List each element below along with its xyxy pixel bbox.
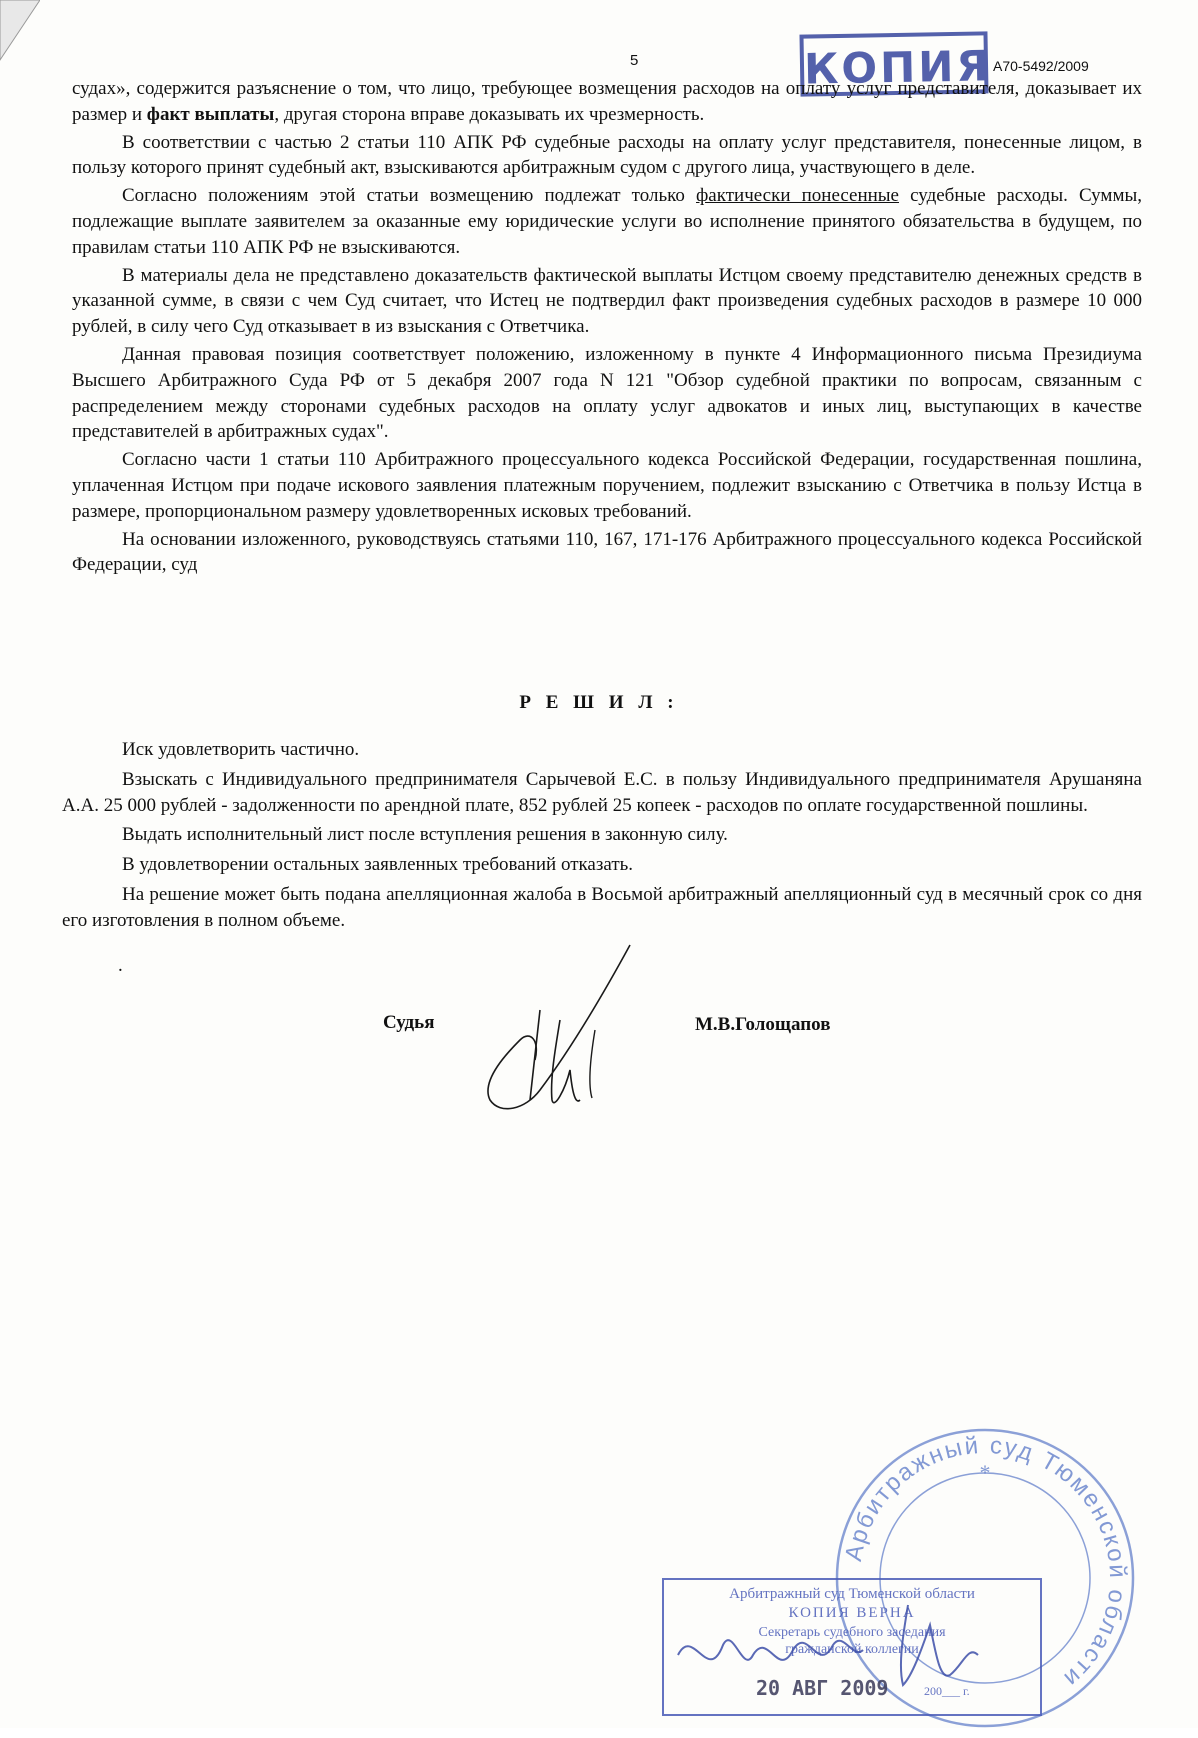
underlined-actual-costs: фактически понесенные <box>696 185 899 207</box>
judge-name: М.В.Голощапов <box>695 1014 831 1035</box>
decision-items <box>62 737 1142 938</box>
paragraph-5: Данная правовая позиция соответствует положению, изложенному в пункте 4 Информационного письма Президиума Высшего Арбитражного Суда РФ от 5 декабря 2007 года N 121 "Обзор судебной практики по вопросам, связанным с распределением между сторонами судебных расходов на оплату услуг адвокатов и иных лиц, выступающих в качестве представителей в арбитражных судах". <box>72 343 1142 443</box>
stamp-secretary: Секретарь судебного заседания <box>758 1625 946 1640</box>
resolved-heading: Р Е Ш И Л : <box>519 692 679 713</box>
paragraph-6: Согласно части 1 статьи 110 Арбитражного процессуального кодекса Российской Федерации, государственная пошлина, уплаченная Истцом при подаче искового заявления платежным поручением, подлежит взысканию с Ответчика в пользу Истца в размере, пропорциональном размеру удовлетворенных исковых требований. <box>72 449 1142 522</box>
secretary-signature <box>668 1585 1040 1705</box>
stamp-year-field: 200___ г. <box>924 1684 970 1698</box>
judge-signature <box>430 940 670 1120</box>
paragraph-4: В материалы дела не представлено доказательств фактической выплаты Истцом своему представителю денежных средств в указанной сумме, в связи с чем Суд считает, что Истец не подтвердил факт произведения судебных расходов в размере 10 000 рублей, в силу чего Суд отказывает в из взыскания с Ответчика. <box>72 264 1142 338</box>
decision-item: Взыскать с Индивидуального предпринимателя Сарычевой Е.С. в пользу Индивидуального предпринимателя Арушаняна А.А. 25 000 рублей - задолженности по арендной плате, 852 рублей 25 копеек - расходов по оплате государственной пошлины. <box>62 768 1142 816</box>
case-number: А70-5492/2009 <box>993 58 1089 74</box>
paragraph-3: Согласно положениям этой статьи возмещению подлежат только фактически понесенные судебные расходы. Суммы, подлежащие выплате заявителем за оказанные ему юридические услуги во исполнение принятого обязательства в будущем, по правилам статьи 110 АПК РФ не взыскиваются. <box>72 185 1142 258</box>
decision-item: Иск удовлетворить частично. <box>122 739 360 760</box>
page-number: 5 <box>630 52 639 69</box>
paragraph-1: судах», содержится разъяснение о том, что лицо, требующее возмещения расходов на оплату услуг представителя, доказывает их размер и факт выплаты, другая сторона вправе доказывать их чрезмерность. <box>72 78 1142 125</box>
decision-item: Выдать исполнительный лист после вступления решения в законную силу. <box>122 824 728 846</box>
svg-text:Арбитражный суд Тюменской обла: Арбитражный суд Тюменской области <box>840 1431 1132 1694</box>
paragraph-2: В соответствии с частью 2 статьи 110 АПК РФ судебные расходы на оплату услуг представителя, понесенные лицом, в пользу которого принят судебный акт, взыскиваются арбитражным судом с другого лица, участвующего в деле. <box>72 131 1142 179</box>
decision-item: В удовлетворении остальных заявленных требований отказать. <box>122 854 634 876</box>
stray-dot: . <box>118 955 123 976</box>
copy-stamp: КОПИЯ <box>799 31 988 96</box>
stamp-copy-certified: КОПИЯ ВЕРНА <box>788 1605 916 1621</box>
emphasis-payment-fact: факт выплаты <box>146 103 275 125</box>
page-corner-fold <box>0 0 40 70</box>
decision-item: На решение может быть подана апелляционная жалоба в Восьмой арбитражный апелляционный суд в месячный срок со дня его изготовления в полном объеме. <box>62 883 1142 931</box>
stamp-court-name: Арбитражный суд Тюменской области <box>729 1586 975 1602</box>
stamp-collegium: гражданской коллегии <box>785 1642 919 1657</box>
paragraph-7: На основании изложенного, руководствуясь статьями 110, 167, 171-176 Арбитражного процессуального кодекса Российской Федерации, суд <box>72 528 1142 576</box>
decision-text <box>72 76 1142 580</box>
stamp-date: 20 АВГ 2009 <box>756 1676 889 1700</box>
judge-label: Судья <box>383 1012 435 1033</box>
svg-text:*: * <box>979 1460 991 1485</box>
